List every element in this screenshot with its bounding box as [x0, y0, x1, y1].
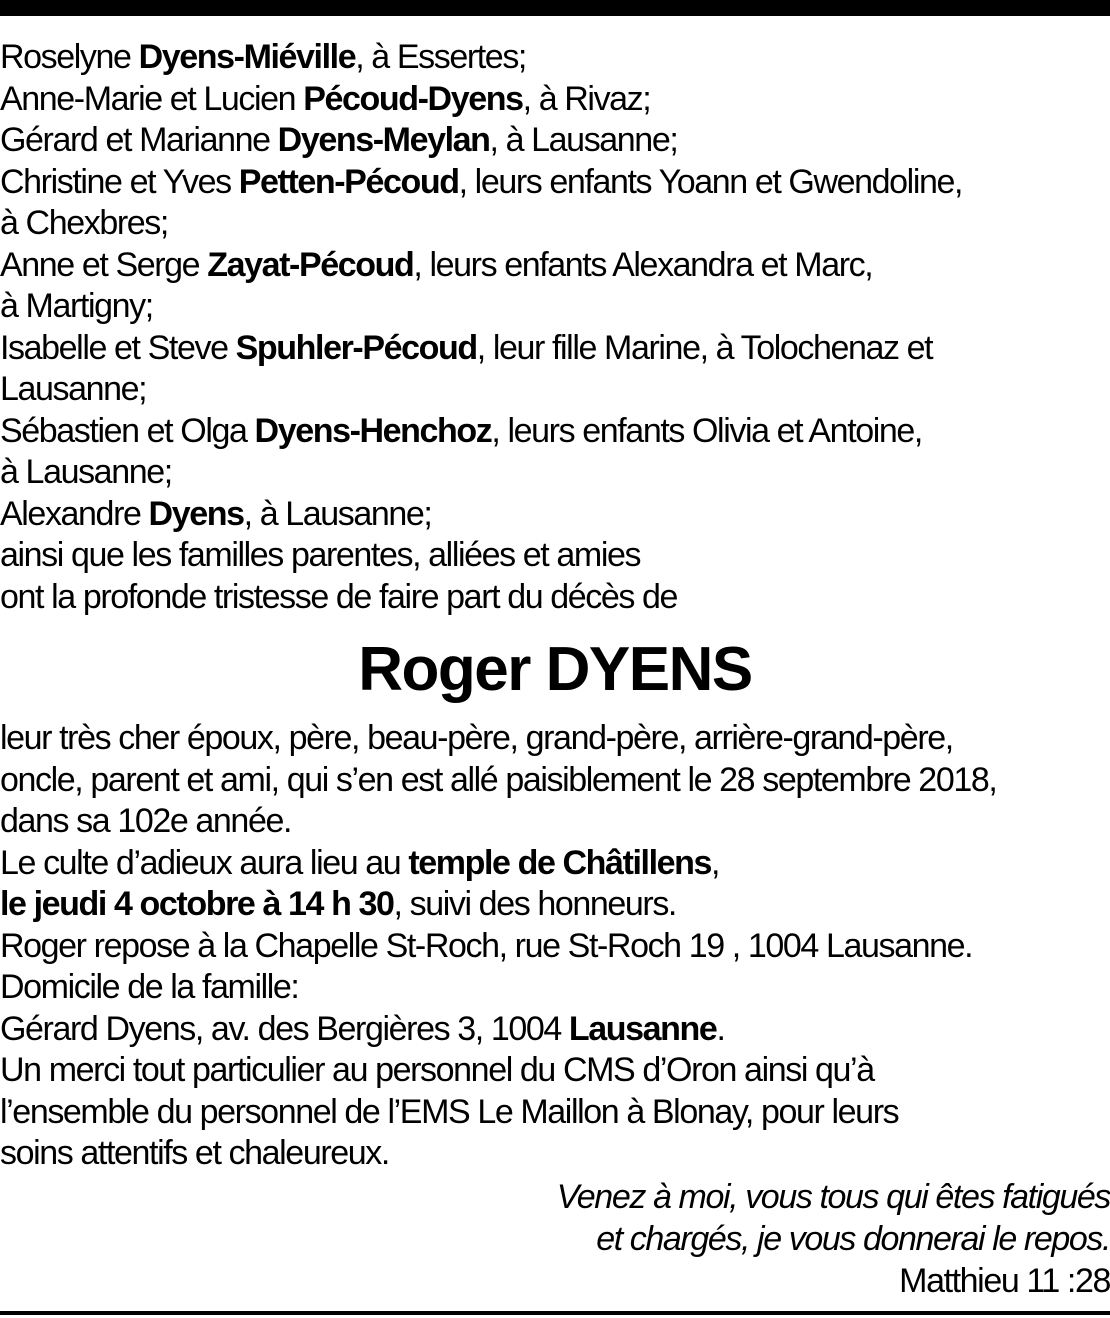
announcement-details	[0, 718, 1110, 1175]
detail-line: l’ensemble du personnel de l’EMS Le Maillon à Blonay, pour leurs	[0, 1092, 899, 1131]
detail-line: Un merci tout particulier au personnel du CMS d’Oron ainsi qu’à	[0, 1051, 874, 1089]
mourner-line: à Martigny;	[0, 287, 153, 325]
detail-line: Roger repose à la Chapelle St-Roch, rue St-Roch 19 , 1004 Lausanne.	[0, 926, 973, 965]
mourner-line: Gérard et Marianne Dyens-Meylan, à Lausanne;	[0, 121, 678, 159]
mourner-line: Alexandre Dyens, à Lausanne;	[0, 494, 432, 533]
mourner-line: Anne et Serge Zayat-Pécoud, leurs enfants Alexandra et Marc,	[0, 245, 873, 284]
mourner-line: Anne-Marie et Lucien Pécoud-Dyens, à Rivaz;	[0, 79, 651, 118]
detail-line: oncle, parent et ami, qui s’en est allé paisiblement le 28 septembre 2018,	[0, 760, 997, 799]
mourner-line: Christine et Yves Petten-Pécoud, leurs enfants Yoann et Gwendoline,	[0, 162, 963, 201]
detail-line: dans sa 102e année.	[0, 802, 292, 840]
quote-line-1: Venez à moi, vous tous qui êtes fatigués	[556, 1178, 1110, 1216]
mourner-line: à Chexbres;	[0, 204, 168, 242]
mourner-line: à Lausanne;	[0, 453, 172, 491]
detail-line: Domicile de la famille:	[0, 968, 299, 1006]
quote-reference: Matthieu 11 :28	[899, 1262, 1110, 1300]
detail-line: le jeudi 4 octobre à 14 h 30, suivi des honneurs.	[0, 885, 676, 923]
bottom-border-rule	[0, 1311, 1110, 1315]
detail-line: soins attentifs et chaleureux.	[0, 1134, 389, 1172]
mourner-line: ainsi que les familles parentes, alliées et amies	[0, 536, 641, 574]
mourner-line: Sébastien et Olga Dyens-Henchoz, leurs enfants Olivia et Antoine,	[0, 411, 922, 450]
mourners-list	[0, 37, 1110, 618]
top-border-rule	[0, 0, 1110, 16]
deceased-name: Roger DYENS	[358, 635, 752, 704]
detail-line: Gérard Dyens, av. des Bergières 3, 1004 Lausanne.	[0, 1009, 725, 1048]
mourner-line: ont la profonde tristesse de faire part du décès de	[0, 577, 678, 616]
mourner-line: Roselyne Dyens-Miéville, à Essertes;	[0, 38, 526, 76]
bible-quote	[0, 1176, 1110, 1302]
detail-line: Le culte d’adieux aura lieu au temple de Châtillens,	[0, 843, 720, 882]
mourner-line: Isabelle et Steve Spuhler-Pécoud, leur fille Marine, à Tolochenaz et	[0, 328, 933, 367]
detail-line: leur très cher époux, père, beau-père, grand-père, arrière-grand-père,	[0, 719, 953, 757]
quote-line-2: et chargés, je vous donnerai le repos.	[596, 1220, 1110, 1258]
mourner-line: Lausanne;	[0, 370, 147, 408]
